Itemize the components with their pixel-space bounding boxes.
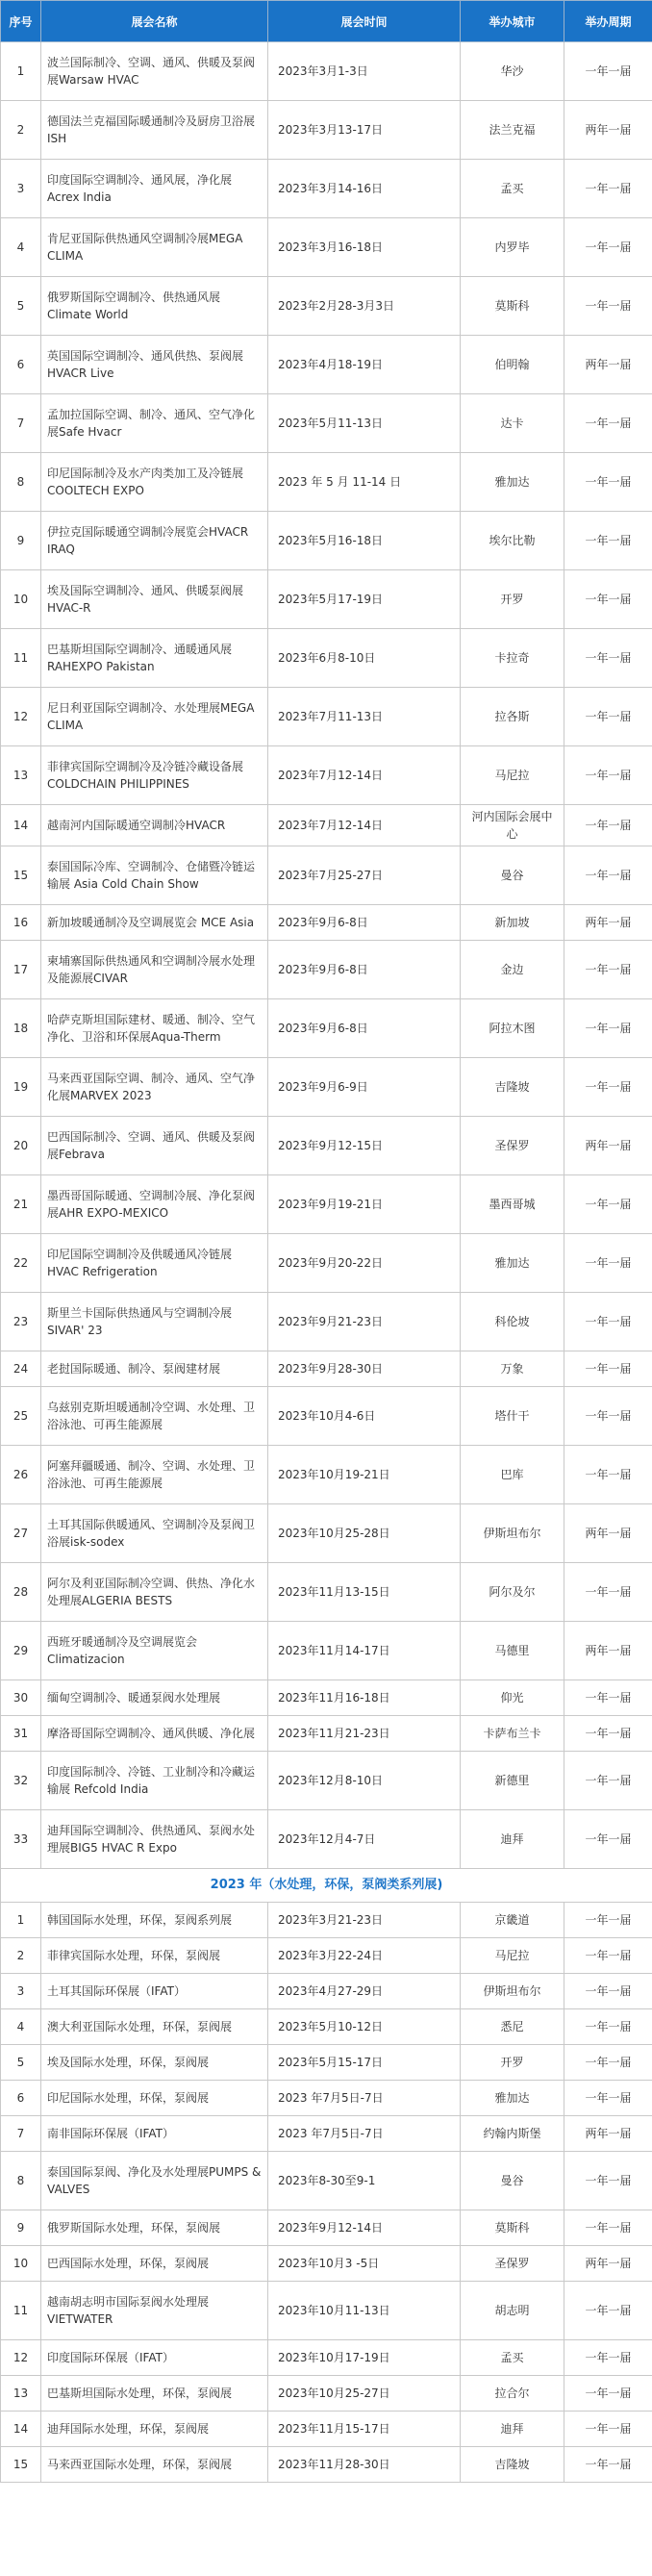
- host-city: 曼谷: [461, 846, 564, 905]
- host-city: 阿拉木图: [461, 999, 564, 1058]
- row-number: 30: [1, 1680, 41, 1716]
- host-city: 马尼拉: [461, 746, 564, 805]
- row-number: 22: [1, 1234, 41, 1293]
- exhibition-date: 2023年9月28-30日: [268, 1351, 461, 1387]
- exhibition-cycle: 一年一届: [564, 1680, 652, 1716]
- exhibition-cycle: 一年一届: [564, 1938, 652, 1974]
- exhibition-cycle: 一年一届: [564, 570, 652, 629]
- exhibition-date: 2023年7月25-27日: [268, 846, 461, 905]
- exhibition-name: 阿塞拜疆暖通、制冷、空调、水处理、卫浴泳池、可再生能源展: [41, 1446, 268, 1504]
- exhibition-date: 2023年3月14-16日: [268, 160, 461, 218]
- table-row: [1, 218, 652, 277]
- exhibition-date: 2023年11月21-23日: [268, 1716, 461, 1752]
- exhibition-cycle: 一年一届: [564, 218, 652, 277]
- exhibition-cycle: 一年一届: [564, 1752, 652, 1810]
- host-city: 卡拉奇: [461, 629, 564, 688]
- host-city: 拉合尔: [461, 2376, 564, 2412]
- exhibition-cycle: 一年一届: [564, 1446, 652, 1504]
- table-row: [1, 1563, 652, 1622]
- exhibition-date: 2023年9月19-21日: [268, 1175, 461, 1234]
- exhibition-cycle: 两年一届: [564, 1117, 652, 1175]
- exhibition-name: 埃及国际水处理，环保，泵阀展: [41, 2045, 268, 2081]
- host-city: 万象: [461, 1351, 564, 1387]
- row-number: 21: [1, 1175, 41, 1234]
- exhibition-name: 土耳其国际环保展（IFAT）: [41, 1974, 268, 2009]
- table-row: [1, 1446, 652, 1504]
- row-number: 8: [1, 2152, 41, 2210]
- exhibition-date: 2023年9月12-15日: [268, 1117, 461, 1175]
- host-city: 莫斯科: [461, 277, 564, 336]
- exhibition-name: 西班牙暖通制冷及空调展览会Climatizacion: [41, 1622, 268, 1680]
- table-row: [1, 1387, 652, 1446]
- table-row: [1, 2210, 652, 2246]
- exhibition-date: 2023年10月25-27日: [268, 2376, 461, 2412]
- table-row: [1, 2116, 652, 2152]
- exhibition-name: 巴西国际水处理，环保，泵阀展: [41, 2246, 268, 2282]
- host-city: 马德里: [461, 1622, 564, 1680]
- row-number: 12: [1, 2340, 41, 2376]
- exhibition-date: 2023年5月16-18日: [268, 512, 461, 570]
- host-city: 约翰内斯堡: [461, 2116, 564, 2152]
- row-number: 32: [1, 1752, 41, 1810]
- row-number: 5: [1, 2045, 41, 2081]
- table-row: [1, 2412, 652, 2447]
- exhibition-name: 南非国际环保展（IFAT）: [41, 2116, 268, 2152]
- table-row: [1, 2340, 652, 2376]
- section-title: 2023 年（水处理，环保，泵阀类系列展): [1, 1869, 652, 1903]
- table-row: [1, 1974, 652, 2009]
- table-row: [1, 42, 652, 101]
- exhibition-date: 2023年10月17-19日: [268, 2340, 461, 2376]
- exhibition-cycle: 一年一届: [564, 512, 652, 570]
- exhibition-name: 乌兹别克斯坦暖通制冷空调、水处理、卫浴泳池、可再生能源展: [41, 1387, 268, 1446]
- exhibition-date: 2023年4月18-19日: [268, 336, 461, 394]
- exhibition-cycle: 一年一届: [564, 1058, 652, 1117]
- row-number: 28: [1, 1563, 41, 1622]
- exhibition-name: 印度国际环保展（IFAT）: [41, 2340, 268, 2376]
- exhibition-name: 墨西哥国际暖通、空调制冷展、净化泵阀展AHR EXPO-MEXICO: [41, 1175, 268, 1234]
- host-city: 吉隆坡: [461, 2447, 564, 2483]
- exhibition-cycle: 一年一届: [564, 2152, 652, 2210]
- section-divider: [1, 1869, 652, 1903]
- host-city: 新德里: [461, 1752, 564, 1810]
- host-city: 华沙: [461, 42, 564, 101]
- header-row: [1, 1, 652, 42]
- exhibition-cycle: 一年一届: [564, 2412, 652, 2447]
- exhibition-date: 2023年4月27-29日: [268, 1974, 461, 2009]
- host-city: 雅加达: [461, 1234, 564, 1293]
- host-city: 仰光: [461, 1680, 564, 1716]
- exhibition-date: 2023年9月6-9日: [268, 1058, 461, 1117]
- table-row: [1, 2152, 652, 2210]
- exhibition-date: 2023年10月19-21日: [268, 1446, 461, 1504]
- host-city: 莫斯科: [461, 2210, 564, 2246]
- host-city: 迪拜: [461, 2412, 564, 2447]
- row-number: 14: [1, 805, 41, 846]
- exhibition-date: 2023年3月1-3日: [268, 42, 461, 101]
- table-row: [1, 2045, 652, 2081]
- table-row: [1, 1117, 652, 1175]
- row-number: 8: [1, 453, 41, 512]
- row-number: 17: [1, 941, 41, 999]
- exhibition-cycle: 一年一届: [564, 2081, 652, 2116]
- row-number: 3: [1, 1974, 41, 2009]
- row-number: 9: [1, 512, 41, 570]
- exhibition-date: 2023年5月10-12日: [268, 2009, 461, 2045]
- exhibition-name: 菲律宾国际空调制冷及冷链冷藏设备展COLDCHAIN PHILIPPINES: [41, 746, 268, 805]
- exhibition-name: 菲律宾国际水处理，环保，泵阀展: [41, 1938, 268, 1974]
- table-row: [1, 2246, 652, 2282]
- exhibition-cycle: 一年一届: [564, 42, 652, 101]
- host-city: 曼谷: [461, 2152, 564, 2210]
- exhibition-name: 老挝国际暖通、制冷、泵阀建材展: [41, 1351, 268, 1387]
- exhibition-name: 印尼国际制冷及水产肉类加工及冷链展COOLTECH EXPO: [41, 453, 268, 512]
- exhibition-name: 缅甸空调制冷、暖通泵阀水处理展: [41, 1680, 268, 1716]
- host-city: 阿尔及尔: [461, 1563, 564, 1622]
- host-city: 法兰克福: [461, 101, 564, 160]
- host-city: 卡萨布兰卡: [461, 1716, 564, 1752]
- exhibition-date: 2023年12月8-10日: [268, 1752, 461, 1810]
- exhibition-cycle: 一年一届: [564, 1810, 652, 1869]
- row-number: 7: [1, 394, 41, 453]
- table-row: [1, 160, 652, 218]
- table-row: [1, 846, 652, 905]
- exhibition-cycle: 一年一届: [564, 2447, 652, 2483]
- exhibition-date: 2023年5月15-17日: [268, 2045, 461, 2081]
- exhibition-cycle: 两年一届: [564, 1622, 652, 1680]
- exhibition-name: 澳大利亚国际水处理，环保，泵阀展: [41, 2009, 268, 2045]
- exhibition-name: 孟加拉国际空调、制冷、通风、空气净化展Safe Hvacr: [41, 394, 268, 453]
- exhibition-cycle: 一年一届: [564, 688, 652, 746]
- exhibition-date: 2023年9月6-8日: [268, 999, 461, 1058]
- host-city: 吉隆坡: [461, 1058, 564, 1117]
- host-city: 圣保罗: [461, 2246, 564, 2282]
- table-row: [1, 512, 652, 570]
- host-city: 墨西哥城: [461, 1175, 564, 1234]
- table-row: [1, 1810, 652, 1869]
- exhibition-date: 2023年3月22-24日: [268, 1938, 461, 1974]
- exhibition-name: 巴基斯坦国际水处理，环保，泵阀展: [41, 2376, 268, 2412]
- row-number: 27: [1, 1504, 41, 1563]
- exhibition-cycle: 一年一届: [564, 941, 652, 999]
- table-row: [1, 2447, 652, 2483]
- exhibition-name: 巴西国际制冷、空调、通风、供暖及泵阀展Febrava: [41, 1117, 268, 1175]
- table-row: [1, 1293, 652, 1351]
- exhibition-cycle: 一年一届: [564, 805, 652, 846]
- table-row: [1, 805, 652, 846]
- host-city: 拉各斯: [461, 688, 564, 746]
- host-city: 马尼拉: [461, 1938, 564, 1974]
- row-number: 2: [1, 1938, 41, 1974]
- exhibition-cycle: 一年一届: [564, 160, 652, 218]
- exhibition-name: 迪拜国际水处理，环保，泵阀展: [41, 2412, 268, 2447]
- row-number: 14: [1, 2412, 41, 2447]
- row-number: 24: [1, 1351, 41, 1387]
- exhibition-date: 2023年9月6-8日: [268, 941, 461, 999]
- exhibition-cycle: 一年一届: [564, 277, 652, 336]
- table-row: [1, 2009, 652, 2045]
- host-city: 巴库: [461, 1446, 564, 1504]
- exhibition-name: 尼日利亚国际空调制冷、水处理展MEGA CLIMA: [41, 688, 268, 746]
- exhibition-date: 2023年10月4-6日: [268, 1387, 461, 1446]
- exhibition-date: 2023年11月16-18日: [268, 1680, 461, 1716]
- table-row: [1, 688, 652, 746]
- exhibition-date: 2023年9月12-14日: [268, 2210, 461, 2246]
- exhibition-cycle: 一年一届: [564, 1716, 652, 1752]
- exhibition-name: 伊拉克国际暖通空调制冷展览会HVACR IRAQ: [41, 512, 268, 570]
- exhibition-name: 英国国际空调制冷、通风供热、泵阀展HVACR Live: [41, 336, 268, 394]
- row-number: 2: [1, 101, 41, 160]
- exhibition-cycle: 两年一届: [564, 1504, 652, 1563]
- exhibition-name: 波兰国际制冷、空调、通风、供暖及泵阀展Warsaw HVAC: [41, 42, 268, 101]
- exhibition-cycle: 两年一届: [564, 905, 652, 941]
- row-number: 7: [1, 2116, 41, 2152]
- row-number: 18: [1, 999, 41, 1058]
- row-number: 25: [1, 1387, 41, 1446]
- row-number: 13: [1, 2376, 41, 2412]
- exhibition-cycle: 一年一届: [564, 2282, 652, 2340]
- exhibition-name: 新加坡暖通制冷及空调展览会 MCE Asia: [41, 905, 268, 941]
- host-city: 达卡: [461, 394, 564, 453]
- table-row: [1, 2081, 652, 2116]
- exhibition-date: 2023年6月8-10日: [268, 629, 461, 688]
- row-number: 16: [1, 905, 41, 941]
- exhibition-cycle: 一年一届: [564, 746, 652, 805]
- host-city: 埃尔比勒: [461, 512, 564, 570]
- table-row: [1, 336, 652, 394]
- exhibition-date: 2023年9月6-8日: [268, 905, 461, 941]
- exhibition-name: 俄罗斯国际空调制冷、供热通风展Climate World: [41, 277, 268, 336]
- table-row: [1, 394, 652, 453]
- row-number: 15: [1, 2447, 41, 2483]
- host-city: 伊斯坦布尔: [461, 1504, 564, 1563]
- exhibition-name: 巴基斯坦国际空调制冷、通暖通风展RAHEXPO Pakistan: [41, 629, 268, 688]
- exhibition-date: 2023年10月3 -5日: [268, 2246, 461, 2282]
- row-number: 26: [1, 1446, 41, 1504]
- exhibition-cycle: 一年一届: [564, 2376, 652, 2412]
- exhibition-cycle: 一年一届: [564, 2045, 652, 2081]
- table-row: [1, 1175, 652, 1234]
- row-number: 11: [1, 2282, 41, 2340]
- exhibition-name: 印度国际制冷、冷链、工业制冷和冷藏运输展 Refcold India: [41, 1752, 268, 1810]
- table-row: [1, 905, 652, 941]
- host-city: 新加坡: [461, 905, 564, 941]
- host-city: 悉尼: [461, 2009, 564, 2045]
- exhibition-name: 马来西亚国际空调、制冷、通风、空气净化展MARVEX 2023: [41, 1058, 268, 1117]
- exhibition-date: 2023年10月11-13日: [268, 2282, 461, 2340]
- row-number: 11: [1, 629, 41, 688]
- host-city: 河内国际会展中心: [461, 805, 564, 846]
- host-city: 塔什干: [461, 1387, 564, 1446]
- exhibition-name: 越南胡志明市国际泵阀水处理展VIETWATER: [41, 2282, 268, 2340]
- exhibition-name: 哈萨克斯坦国际建材、暖通、制冷、空气净化、卫浴和环保展Aqua-Therm: [41, 999, 268, 1058]
- exhibition-cycle: 一年一届: [564, 629, 652, 688]
- exhibition-date: 2023年3月21-23日: [268, 1903, 461, 1938]
- table-row: [1, 2282, 652, 2340]
- row-number: 10: [1, 570, 41, 629]
- row-number: 6: [1, 2081, 41, 2116]
- exhibition-cycle: 一年一届: [564, 1293, 652, 1351]
- host-city: 科伦坡: [461, 1293, 564, 1351]
- exhibition-cycle: 一年一届: [564, 1175, 652, 1234]
- host-city: 伯明翰: [461, 336, 564, 394]
- host-city: 伊斯坦布尔: [461, 1974, 564, 2009]
- exhibition-date: 2023 年7月5日-7日: [268, 2116, 461, 2152]
- row-number: 33: [1, 1810, 41, 1869]
- exhibition-date: 2023年7月11-13日: [268, 688, 461, 746]
- host-city: 内罗毕: [461, 218, 564, 277]
- row-number: 31: [1, 1716, 41, 1752]
- table-row: [1, 453, 652, 512]
- table-row: [1, 1716, 652, 1752]
- exhibition-cycle: 一年一届: [564, 453, 652, 512]
- header-exhibition-date: 展会时间: [268, 1, 461, 42]
- exhibition-cycle: 一年一届: [564, 1974, 652, 2009]
- exhibition-name: 阿尔及利亚国际制冷空调、供热、净化水处理展ALGERIA BESTS: [41, 1563, 268, 1622]
- exhibition-name: 马来西亚国际水处理，环保，泵阀展: [41, 2447, 268, 2483]
- exhibition-name: 俄罗斯国际水处理，环保，泵阀展: [41, 2210, 268, 2246]
- host-city: 雅加达: [461, 453, 564, 512]
- exhibition-cycle: 两年一届: [564, 2116, 652, 2152]
- exhibition-cycle: 一年一届: [564, 1563, 652, 1622]
- row-number: 1: [1, 1903, 41, 1938]
- row-number: 12: [1, 688, 41, 746]
- exhibition-date: 2023 年7月5日-7日: [268, 2081, 461, 2116]
- table-row: [1, 1938, 652, 1974]
- exhibition-name: 印尼国际空调制冷及供暖通风冷链展HVAC Refrigeration: [41, 1234, 268, 1293]
- exhibition-date: 2023年3月16-18日: [268, 218, 461, 277]
- exhibition-cycle: 一年一届: [564, 1903, 652, 1938]
- exhibition-cycle: 两年一届: [564, 336, 652, 394]
- host-city: 胡志明: [461, 2282, 564, 2340]
- exhibition-date: 2023年9月21-23日: [268, 1293, 461, 1351]
- exhibition-cycle: 一年一届: [564, 846, 652, 905]
- table-row: [1, 999, 652, 1058]
- header-host-city: 举办城市: [461, 1, 564, 42]
- host-city: 雅加达: [461, 2081, 564, 2116]
- host-city: 孟买: [461, 2340, 564, 2376]
- row-number: 20: [1, 1117, 41, 1175]
- exhibition-name: 泰国国际冷库、空调制冷、仓储暨冷链运输展 Asia Cold Chain Show: [41, 846, 268, 905]
- exhibition-date: 2023年11月28-30日: [268, 2447, 461, 2483]
- exhibition-cycle: 一年一届: [564, 1351, 652, 1387]
- exhibition-cycle: 一年一届: [564, 1387, 652, 1446]
- exhibition-date: 2023年9月20-22日: [268, 1234, 461, 1293]
- row-number: 29: [1, 1622, 41, 1680]
- hvac-exhibitions: [1, 42, 652, 1869]
- exhibition-date: 2023年12月4-7日: [268, 1810, 461, 1869]
- row-number: 15: [1, 846, 41, 905]
- exhibition-date: 2023年2月28-3月3日: [268, 277, 461, 336]
- exhibition-date: 2023年11月13-15日: [268, 1563, 461, 1622]
- exhibition-name: 印度国际空调制冷、通风展，净化展Acrex India: [41, 160, 268, 218]
- table-row: [1, 941, 652, 999]
- row-number: 1: [1, 42, 41, 101]
- exhibition-date: 2023年7月12-14日: [268, 805, 461, 846]
- table-row: [1, 1351, 652, 1387]
- table-row: [1, 277, 652, 336]
- exhibition-name: 埃及国际空调制冷、通风、供暖泵阀展HVAC-R: [41, 570, 268, 629]
- exhibition-name: 迪拜国际空调制冷、供热通风、泵阀水处理展BIG5 HVAC R Expo: [41, 1810, 268, 1869]
- row-number: 3: [1, 160, 41, 218]
- exhibition-date: 2023年7月12-14日: [268, 746, 461, 805]
- row-number: 23: [1, 1293, 41, 1351]
- exhibition-cycle: 一年一届: [564, 999, 652, 1058]
- exhibition-name: 泰国国际泵阀、净化及水处理展PUMPS & VALVES: [41, 2152, 268, 2210]
- exhibition-date: 2023年5月17-19日: [268, 570, 461, 629]
- exhibition-name: 斯里兰卡国际供热通风与空调制冷展SIVAR' 23: [41, 1293, 268, 1351]
- exhibition-name: 越南河内国际暖通空调制冷HVACR: [41, 805, 268, 846]
- row-number: 6: [1, 336, 41, 394]
- table-row: [1, 1680, 652, 1716]
- host-city: 圣保罗: [461, 1117, 564, 1175]
- table-row: [1, 1234, 652, 1293]
- exhibition-name: 肯尼亚国际供热通风空调制冷展MEGA CLIMA: [41, 218, 268, 277]
- row-number: 10: [1, 2246, 41, 2282]
- header-number: 序号: [1, 1, 41, 42]
- table-row: [1, 570, 652, 629]
- table-row: [1, 1504, 652, 1563]
- table-row: [1, 1058, 652, 1117]
- exhibition-name: 印尼国际水处理，环保，泵阀展: [41, 2081, 268, 2116]
- header-exhibition-name: 展会名称: [41, 1, 268, 42]
- exhibition-cycle: 一年一届: [564, 394, 652, 453]
- table-row: [1, 746, 652, 805]
- section-row: [1, 1869, 652, 1903]
- exhibition-name: 摩洛哥国际空调制冷、通风供暖、净化展: [41, 1716, 268, 1752]
- table-row: [1, 629, 652, 688]
- table-row: [1, 101, 652, 160]
- exhibition-cycle: 一年一届: [564, 2340, 652, 2376]
- exhibition-cycle: 两年一届: [564, 101, 652, 160]
- exhibition-name: 土耳其国际供暖通风、空调制冷及泵阀卫浴展isk-sodex: [41, 1504, 268, 1563]
- host-city: 京畿道: [461, 1903, 564, 1938]
- exhibition-name: 德国法兰克福国际暖通制冷及厨房卫浴展ISH: [41, 101, 268, 160]
- exhibition-date: 2023年8-30至9-1: [268, 2152, 461, 2210]
- table-row: [1, 1752, 652, 1810]
- row-number: 4: [1, 2009, 41, 2045]
- exhibition-name: 柬埔寨国际供热通风和空调制冷展水处理及能源展CIVAR: [41, 941, 268, 999]
- host-city: 孟买: [461, 160, 564, 218]
- exhibition-date: 2023年10月25-28日: [268, 1504, 461, 1563]
- exhibition-date: 2023 年 5 月 11-14 日: [268, 453, 461, 512]
- row-number: 4: [1, 218, 41, 277]
- exhibition-cycle: 一年一届: [564, 2009, 652, 2045]
- exhibition-cycle: 两年一届: [564, 2246, 652, 2282]
- table-row: [1, 2376, 652, 2412]
- row-number: 13: [1, 746, 41, 805]
- table-row: [1, 1903, 652, 1938]
- row-number: 19: [1, 1058, 41, 1117]
- row-number: 9: [1, 2210, 41, 2246]
- table-row: [1, 1622, 652, 1680]
- host-city: 开罗: [461, 570, 564, 629]
- exhibition-date: 2023年11月15-17日: [268, 2412, 461, 2447]
- host-city: 开罗: [461, 2045, 564, 2081]
- host-city: 迪拜: [461, 1810, 564, 1869]
- row-number: 5: [1, 277, 41, 336]
- exhibition-cycle: 一年一届: [564, 1234, 652, 1293]
- exhibition-date: 2023年11月14-17日: [268, 1622, 461, 1680]
- exhibition-date: 2023年5月11-13日: [268, 394, 461, 453]
- water-exhibitions: [1, 1903, 652, 2483]
- header-cycle: 举办周期: [564, 1, 652, 42]
- exhibition-cycle: 一年一届: [564, 2210, 652, 2246]
- host-city: 金边: [461, 941, 564, 999]
- exhibition-date: 2023年3月13-17日: [268, 101, 461, 160]
- exhibition-name: 韩国国际水处理，环保，泵阀系列展: [41, 1903, 268, 1938]
